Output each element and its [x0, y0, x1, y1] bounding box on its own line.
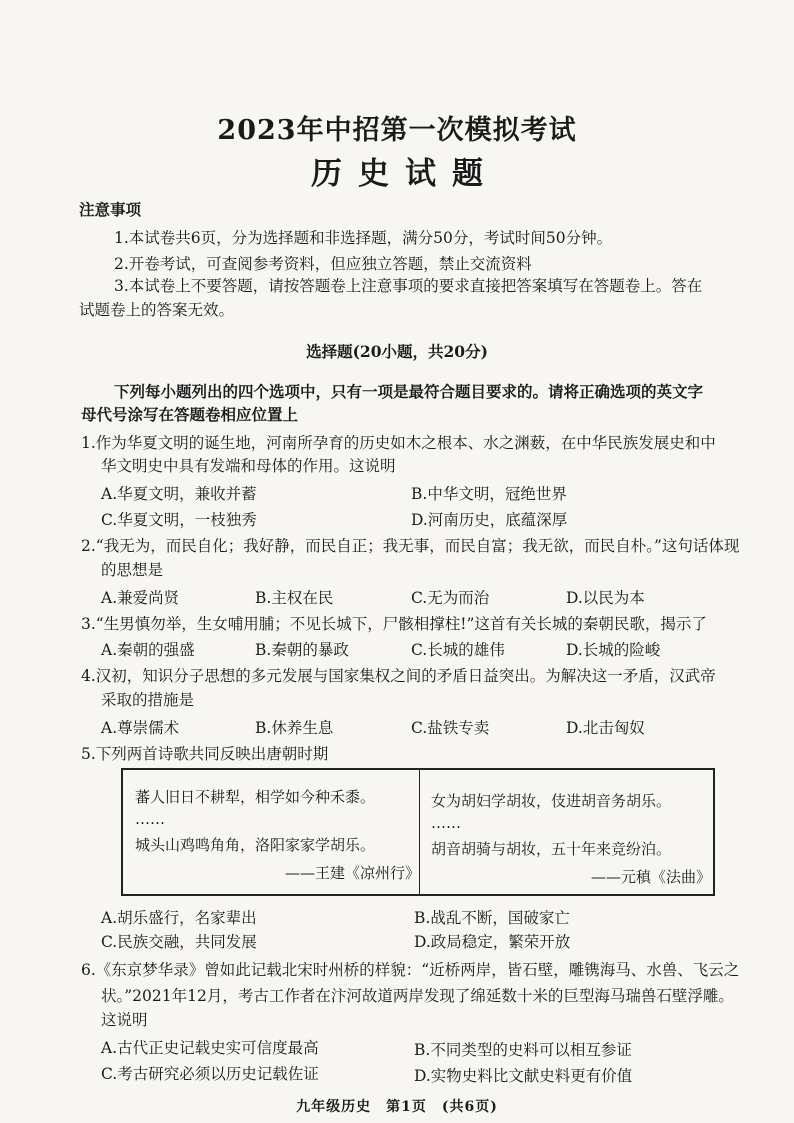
section-instruction-2: 母代号涂写在答题卷相应位置上: [81, 405, 299, 424]
question-6-stem: 6.《东京梦华录》曾如此记载北宋时州桥的样貌：“近桥两岸，皆石壁，雕镌海马、水兽、飞云之: [81, 961, 740, 979]
exam-subtitle: 历史试题: [311, 156, 499, 192]
question-4-option-b: B.休养生息: [255, 719, 334, 737]
question-5-option-b: B.战乱不断，国破家亡: [414, 909, 570, 927]
question-3-stem: 3.“生男慎勿举，生女哺用脯；不见长城下，尸骸相撑柱!”这首有关长城的秦朝民歌，揭示了: [81, 615, 707, 633]
question-2-option-b: B.主权在民: [255, 589, 334, 607]
question-2-option-c: C.无为而治: [411, 589, 490, 607]
question-3-option-b: B.秦朝的暴政: [255, 641, 349, 659]
poem-left-ellipsis: ……: [135, 810, 165, 828]
question-6-option-b: B.不同类型的史料可以相互参证: [414, 1041, 632, 1059]
question-5-option-d: D.政局稳定，繁荣开放: [414, 933, 571, 951]
poem-right-attribution: ——元稹《法曲》: [591, 868, 712, 886]
question-1-option-b: B.中华文明，冠绝世界: [411, 485, 567, 503]
question-4-option-c: C.盐铁专卖: [411, 719, 490, 737]
question-3-option-a: A.秦朝的强盛: [101, 641, 195, 659]
question-6-option-a: A.古代正史记载史实可信度最高: [101, 1039, 319, 1057]
poem-left-line-2: 城头山鸡鸣角角，洛阳家家学胡乐。: [135, 836, 376, 854]
question-1-option-a: A.华夏文明，兼收并蓄: [101, 485, 257, 503]
question-2-stem-cont: 的思想是: [101, 561, 164, 579]
poem-right-line-1: 女为胡妇学胡妆，伎进胡音务胡乐。: [431, 792, 672, 810]
question-3-option-c: C.长城的雄伟: [411, 641, 505, 659]
section-heading: 选择题(20小题，共20分): [306, 342, 488, 361]
question-4-stem-cont: 采取的措施是: [101, 691, 195, 709]
question-3-option-d: D.长城的险峻: [566, 641, 661, 659]
poem-left-line-1: 蕃人旧日不耕犁，相学如今种禾黍。: [135, 788, 376, 806]
poem-right-ellipsis: ……: [431, 814, 461, 832]
notice-item-1: 1.本试卷共6页，分为选择题和非选择题，满分50分，考试时间50分钟。: [114, 229, 613, 247]
question-1-stem: 1.作为华夏文明的诞生地，河南所孕育的历史如木之根本、水之渊薮，在中华民族发展史和中: [81, 434, 716, 452]
section-instruction-1: 下列每小题列出的四个选项中，只有一项是最符合题目要求的。请将正确选项的英文字: [114, 382, 704, 401]
notice-item-3-cont: 试题卷上的答案无效。: [79, 301, 235, 319]
notice-item-2: 2.开卷考试，可查阅参考资料，但应独立答题，禁止交流资料: [114, 255, 532, 273]
question-6-stem-cont-2: 这说明: [101, 1011, 148, 1029]
question-1-option-c: C.华夏文明，一枝独秀: [101, 511, 257, 529]
poem-comparison-box: [121, 768, 715, 896]
poem-right-line-2: 胡音胡骑与胡妆，五十年来竞纷泊。: [431, 840, 672, 858]
question-4-option-a: A.尊崇儒术: [101, 719, 180, 737]
question-6-option-d: D.实物史料比文献史料更有价值: [414, 1067, 633, 1085]
question-5-option-a: A.胡乐盛行，名家辈出: [101, 909, 257, 927]
question-1-stem-cont: 华文明史中具有发端和母体的作用。这说明: [101, 457, 396, 475]
question-1-option-d: D.河南历史，底蕴深厚: [411, 511, 568, 529]
question-4-option-d: D.北击匈奴: [566, 719, 645, 737]
notice-item-3: 3.本试卷上不要答题，请按答题卷上注意事项的要求直接把答案填写在答题卷上。答在: [114, 277, 703, 295]
poem-left-attribution: ——王建《凉州行》: [285, 864, 421, 882]
question-2-option-d: D.以民为本: [566, 589, 645, 607]
question-2-stem: 2.“我无为，而民自化；我好静，而民自正；我无事，而民自富；我无欲，而民自朴。”这句话体现: [81, 537, 740, 555]
question-2-option-a: A.兼爱尚贤: [101, 589, 180, 607]
page-footer: 九年级历史 第1页 (共6页): [296, 1099, 498, 1115]
question-6-option-c: C.考古研究必须以历史记载佐证: [101, 1065, 319, 1083]
question-5-option-c: C.民族交融，共同发展: [101, 933, 257, 951]
question-4-stem: 4.汉初，知识分子思想的多元发展与国家集权之间的矛盾日益突出。为解决这一矛盾，汉武帝: [81, 667, 716, 685]
notice-heading: 注意事项: [79, 200, 142, 219]
question-5-stem: 5.下列两首诗歌共同反映出唐朝时期: [81, 745, 329, 763]
question-6-stem-cont: 状。”2021年12月，考古工作者在汴河故道两岸发现了绵延数十米的巨型海马瑞兽石壁浮雕。: [101, 987, 734, 1005]
exam-title: 2023年中招第一次模拟考试: [217, 115, 577, 146]
